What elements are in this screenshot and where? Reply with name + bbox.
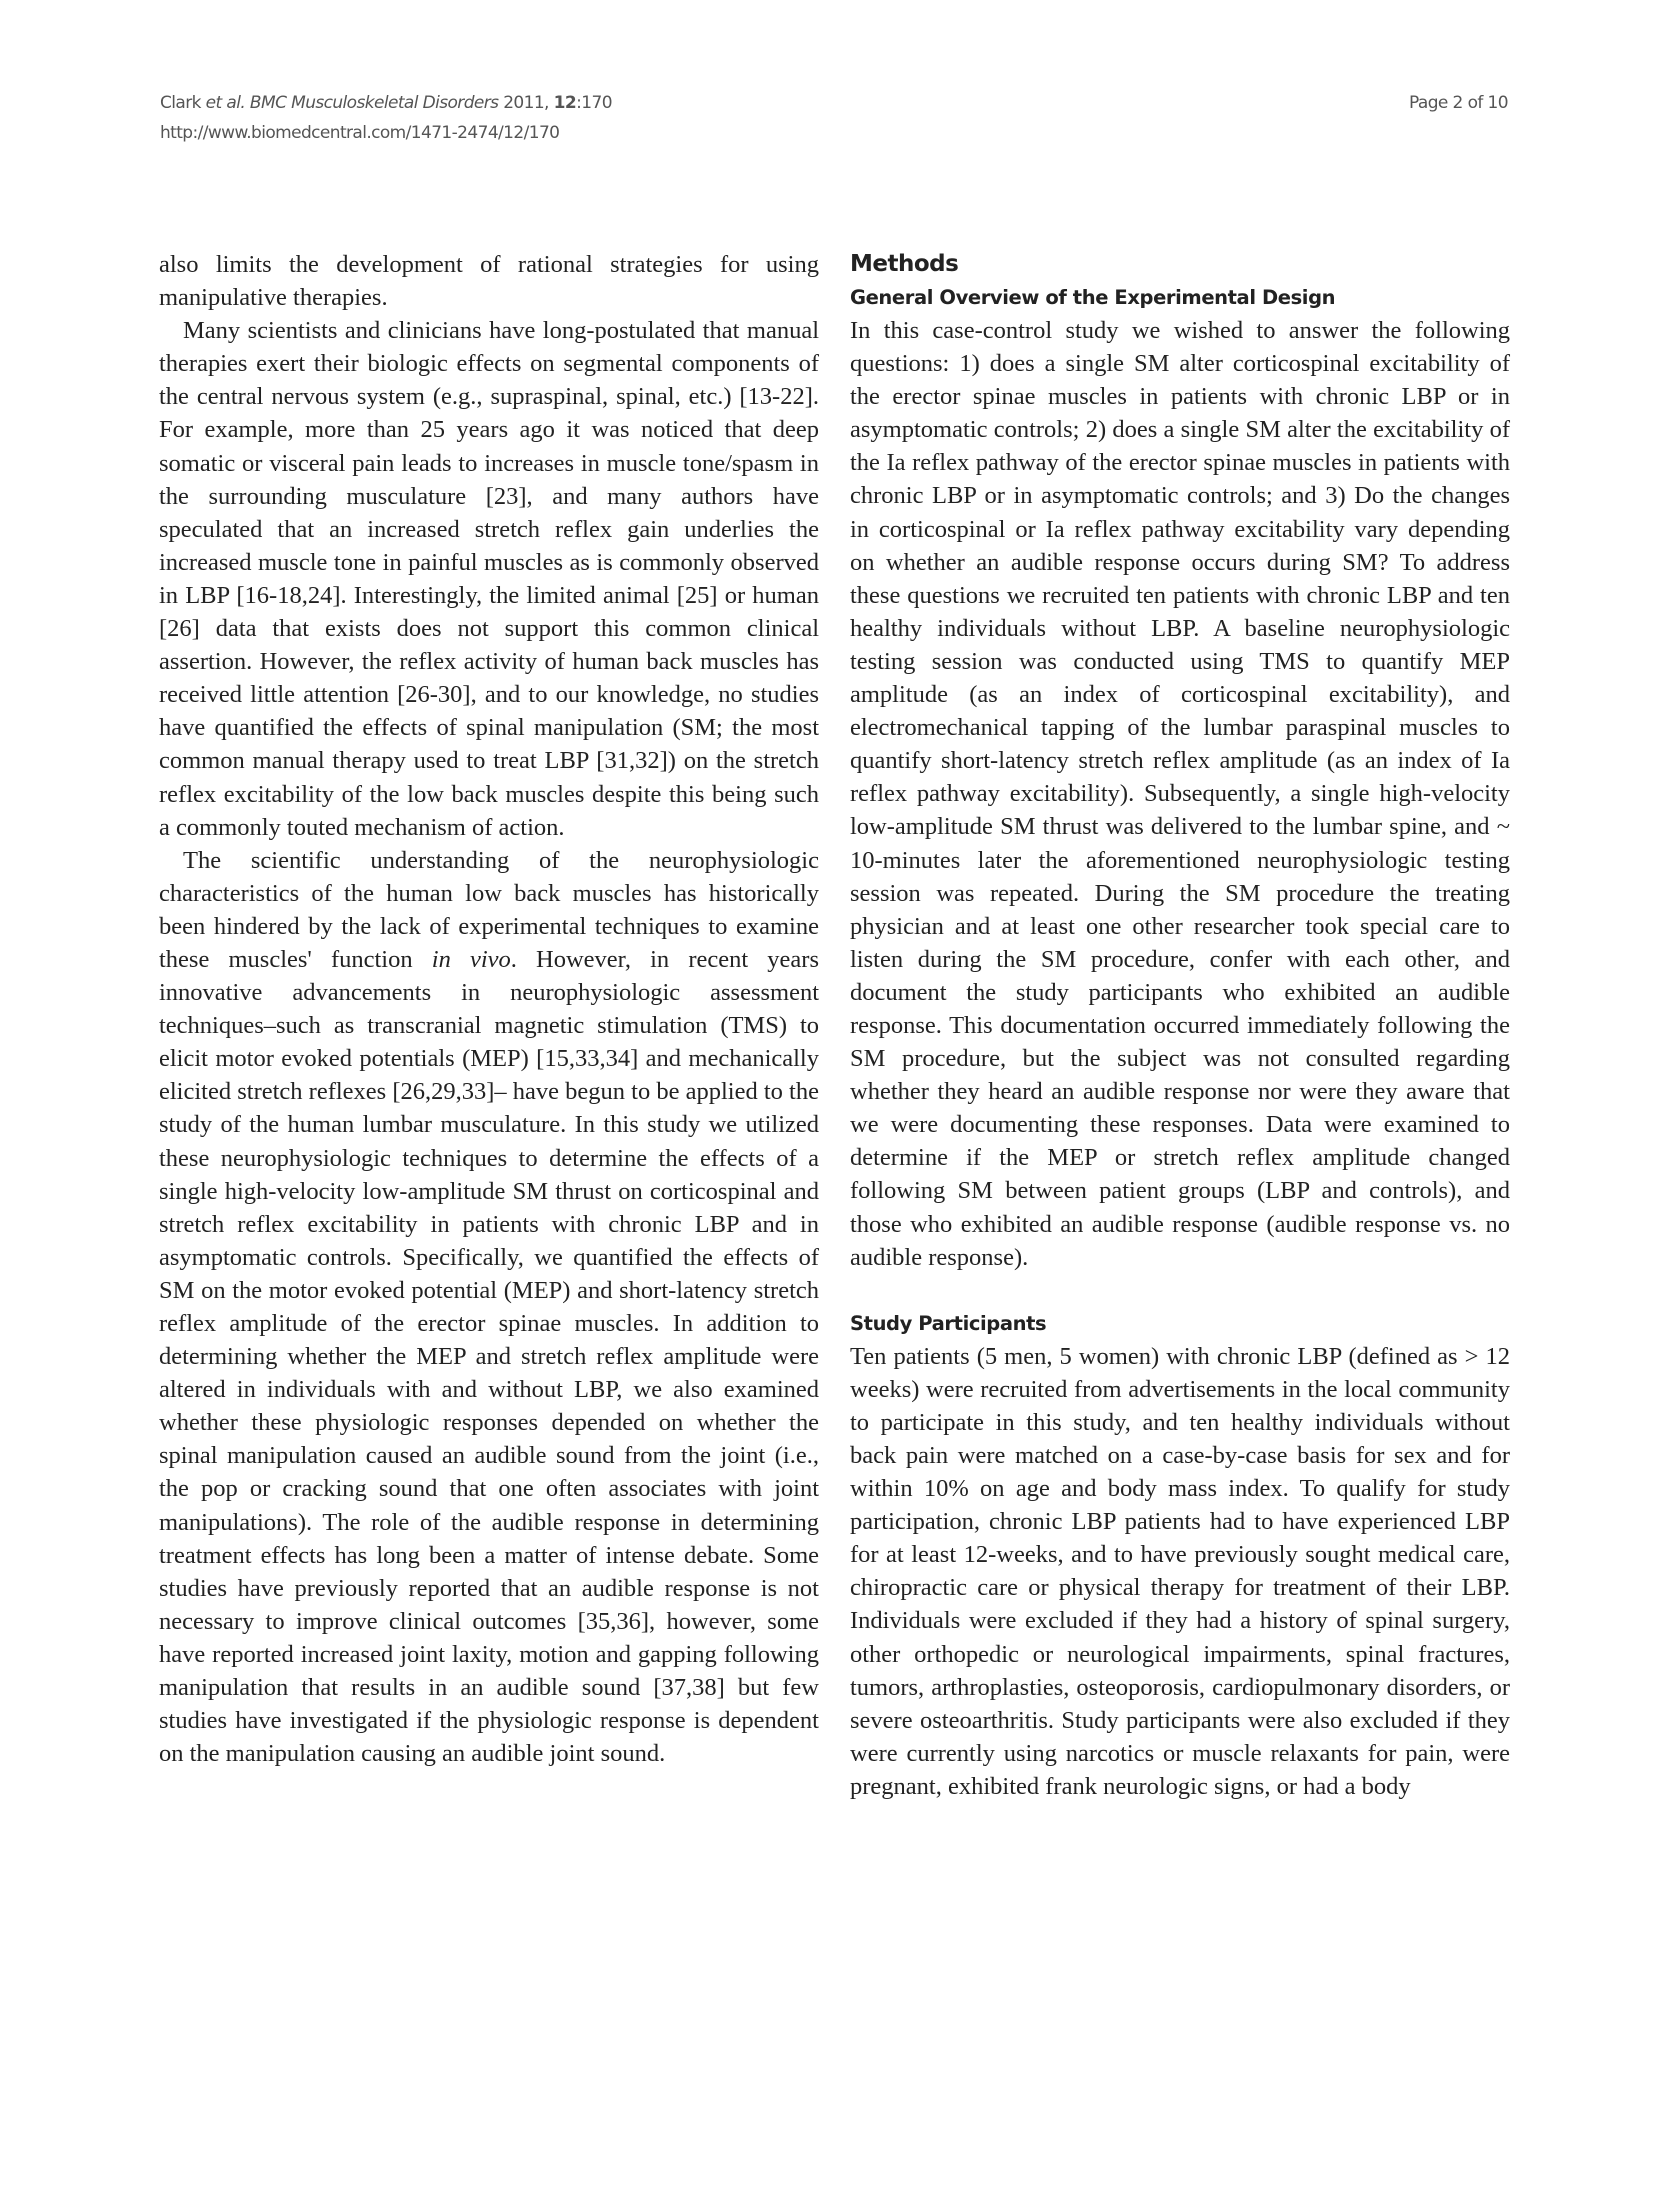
paragraph: The scientific understanding of the neurophysiologic characteristics of the human low back muscles has historically been hindered by the lack of experimental techniques to examine these muscles' function in vivo. However, in recent years innovative advancements in neurophysiologic assessment techniques–such as transcranial magnetic stimulation (TMS) to elicit motor evoked potentials (MEP) [15,33,34] and mechanically elicited stretch reflexes [26,29,33]– have begun to be applied to the study of the human lumbar musculature. In this study we utilized these neurophysiologic techniques to determine the effects of a single high-velocity low-amplitude SM thrust on corticospinal and stretch reflex excitability in patients with chronic LBP and in asymptomatic controls. Specifically, we quantified the effects of SM on the motor evoked potential (MEP) and short-latency stretch reflex amplitude of the erector spinae muscles. In addition to determining whether the MEP and stretch reflex amplitude were altered in individuals with and without LBP, we also examined whether these physiologic responses depended on whether the spinal manipulation caused an audible sound from the joint (i.e., the pop or cracking sound that one often associates with joint manipulations). The role of the audible response in determining treatment effects has long been a matter of intense debate. Some studies have previously reported that an audible response is not necessary to improve clinical outcomes [35,36], however, some have reported increased joint laxity, motion and gapping following manipulation that results in an audible sound [37,38] but few studies have investigated if the physiologic response is dependent on the manipulation causing an audible joint sound. [159,846,819,1768]
paragraph: Many scientists and clinicians have long-postulated that manual therapies exert their biologic effects on segmental components of the central nervous system (e.g., supraspinal, spinal, etc.) [13-22]. For example, more than 25 years ago it was noticed that deep somatic or visceral pain leads to increases in muscle tone/spasm in the surrounding musculature [23], and many authors have speculated that an increased stretch reflex gain underlies the increased muscle tone in painful muscles as is commonly observed in LBP [16-18,24]. Interestingly, the limited animal [25] or human [26] data that exists does not support this common clinical assertion. However, the reflex activity of human back muscles has received little attention [26-30], and to our knowledge, no studies have quantified the effects of spinal manipulation (SM; the most common manual therapy used to treat LBP [31,32]) on the stretch reflex excitability of the low back muscles despite this being such a commonly touted mechanism of action. [159,317,819,841]
paragraph: In this case-control study we wished to answer the following questions: 1) does a single SM alter corticospinal excitability of the erector spinae muscles in patients with chronic LBP or in asymptomatic controls; 2) does a single SM alter the excitability of the Ia reflex pathway of the erector spinae muscles in patients with chronic LBP or in asymptomatic controls; and 3) Do the changes in corticospinal or Ia reflex pathway excitability vary depending on whether an audible response occurs during SM? To address these questions we recruited ten patients with chronic LBP and ten healthy individuals without LBP. A baseline neurophysiologic testing session was conducted using TMS to quantify MEP amplitude (as an index of corticospinal excitability), and electromechanical tapping of the lumbar paraspinal muscles to quantify short-latency stretch reflex amplitude (as an index of Ia reflex pathway excitability). Subsequently, a single high-velocity low-amplitude SM thrust was delivered to the lumbar spine, and ~ 10-minutes later the aforementioned neurophysiologic testing session was repeated. During the SM procedure the treating physician and at least one other researcher took special care to listen during the SM procedure, confer with each other, and document the study participants who exhibited an audible response. This documentation occurred immediately following the SM procedure, but the subject was not consulted regarding whether they heard an audible response nor were they aware that we were documenting these responses. Data were examined to determine if the MEP or stretch reflex amplitude changed following SM between patient groups (LBP and controls), and those who exhibited an audible response (audible response vs. no audible response). [850,317,1510,1271]
running-header [160,88,612,148]
paragraph: Ten patients (5 men, 5 women) with chronic LBP (defined as > 12 weeks) were recruited from advertisements in the local community to participate in this study, and ten healthy individuals without back pain were matched on a case-by-case basis for sex and for within 10% on age and body mass index. To qualify for study participation, chronic LBP patients had to have experienced LBP for at least 12-weeks, and to have previously sought medical care, chiropractic care or physical therapy for treatment of their LBP. Individuals were excluded if they had a history of spinal surgery, other orthopedic or neurological impairments, spinal fractures, tumors, arthroplasties, osteoporosis, cardiopulmonary disorders, or severe osteoarthritis. Study participants were also excluded if they were currently using narcotics or muscle relaxants for pain, were pregnant, exhibited frank neurologic signs, or had a body [850,1342,1510,1800]
right-column [850,248,1510,1803]
section-title: Methods [850,251,959,277]
article-url[interactable]: http://www.biomedcentral.com/1471-2474/12/170 [160,123,560,143]
citation: Clark et al. BMC Musculoskeletal Disorders 2011, 12:170 [160,93,612,113]
left-column [159,248,819,1770]
subsection-title: Study Participants [850,1311,1047,1335]
page-number: Page 2 of 10 [1408,93,1508,113]
paragraph: also limits the development of rational strategies for using manipulative therapies. [159,251,819,312]
subsection-title: General Overview of the Experimental Design [850,286,1336,309]
